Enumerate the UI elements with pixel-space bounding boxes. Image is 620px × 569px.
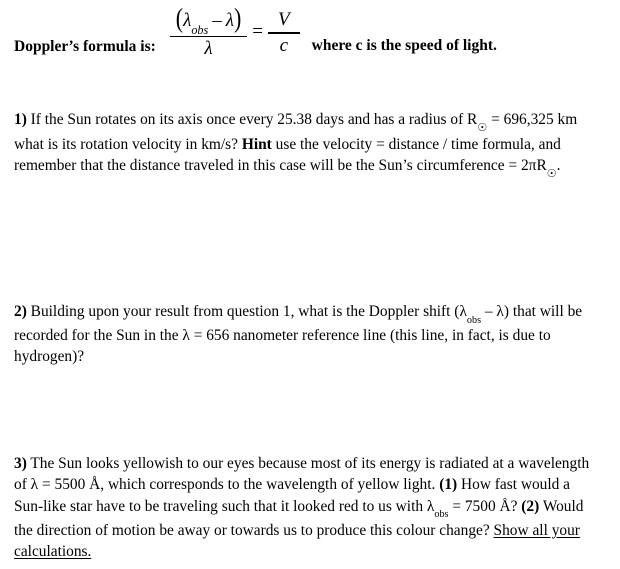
formula-note: where c is the speed of light. [311, 37, 497, 55]
question-2-text-part-2: ) that will be recorded for the Sun in the λ = 656 nanometer reference line (this line, in fact, is due to hydrogen)? [14, 303, 583, 366]
question-3-marker-1: (1) [439, 476, 458, 494]
question-3-text-part-2: How fast would a Sun-like star have to be traveling such that it looked red to us with [14, 476, 571, 515]
speed-of-light-symbol: c [279, 34, 289, 56]
lambda-obs-symbol: λ [183, 10, 192, 31]
fraction-denominator: λ [204, 38, 213, 60]
question-2-minus: – [481, 303, 497, 321]
question-2-number: 2) [14, 303, 27, 321]
question-3-text-part-1: The Sun looks yellowish to our eyes because most of its energy is radiated at a wavelength of λ = 5500 Å, which corresponds to the wavelength of yellow light. [14, 455, 590, 494]
doppler-formula-block [14, 1, 606, 60]
question-1-text-part-1: If the Sun rotates on its axis once every 25.38 days and has a radius of R [26, 111, 478, 129]
minus-sign: – [212, 10, 222, 31]
equals-sign: = [252, 21, 264, 43]
formula-label: Doppler’s formula is: [14, 37, 156, 55]
question-3-lambda-obs-group [426, 497, 449, 521]
lambda-obs-subscript: obs [191, 22, 209, 37]
question-3 [14, 453, 597, 561]
question-2-lambda-obs: λ [459, 303, 467, 321]
question-1 [14, 109, 597, 179]
question-3-marker-2: (2) [521, 497, 540, 515]
question-3-text-part-3: = 7500 Å? [448, 497, 522, 515]
question-2-obs-subscript: obs [466, 314, 482, 326]
sun-symbol-icon: ☉ [477, 122, 488, 135]
doppler-equation [170, 1, 300, 60]
question-3-underlined-instruction: Show all your calculations. [14, 521, 580, 560]
question-3-text-part-4: Would the direction of motion be away or towards us to produce this colour change? [14, 497, 584, 539]
question-1-text-part-3: use the velocity = distance / time formula, and remember that the distance traveled in this case will be the Sun’s circumference = 2πR [14, 135, 561, 174]
fraction-v-over-c [268, 9, 300, 56]
fraction-numerator [170, 1, 248, 37]
question-2-lambda: λ [496, 303, 504, 321]
question-1-number: 1) [14, 111, 27, 129]
lambda-symbol: λ [225, 10, 234, 31]
fraction-lambda-shift [170, 1, 248, 60]
close-paren: ) [233, 1, 242, 33]
question-2-text-part-1: Building upon your result from question 1, what is the Doppler shift ( [26, 303, 460, 321]
question-1-text-part-4: . [556, 156, 561, 174]
sun-symbol-icon-2: ☉ [546, 167, 557, 180]
question-1-hint-label: Hint [241, 135, 272, 153]
open-paren: ( [175, 1, 184, 33]
question-3-lambda-obs: λ [426, 497, 435, 515]
question-2 [14, 301, 597, 367]
velocity-symbol: V [278, 9, 290, 31]
question-3-obs-subscript: obs [434, 509, 449, 521]
question-3-number: 3) [14, 455, 27, 473]
question-1-text-part-2: = 696,325 km what is its rotation velocity in km/s? [14, 111, 578, 153]
